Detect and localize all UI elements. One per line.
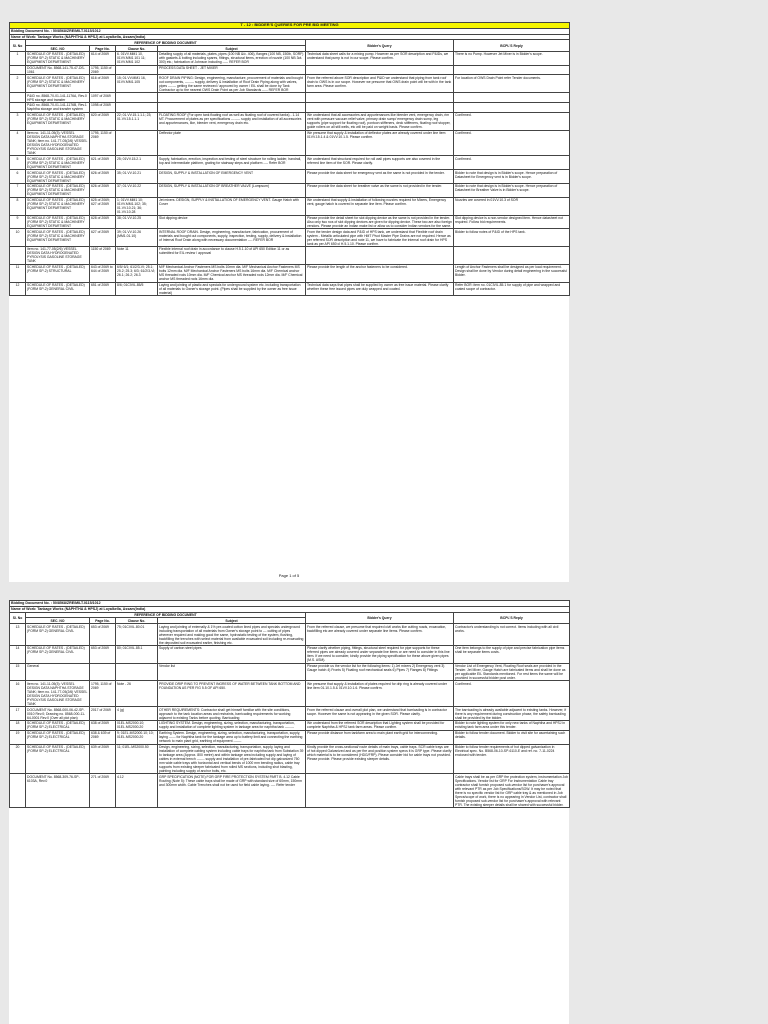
bidding-document-number: Bidding Document No. : 50/8568/ZRE/MILT.0115/1012 (10, 601, 570, 607)
bidder-query-cell: We presume that supply & installation of plates required for drip ring is already covered under line item 01.10.1.5 & 01VV.10.1.6. Please confirm. (306, 681, 454, 707)
page-no-cell: 638 & 639 of 2069 (90, 730, 116, 744)
table-row (10, 93, 570, 103)
table-row (10, 75, 570, 93)
subject-cell: Detailing supply of all materials, plates, pipes (100 NB &/c. 406), flanges (100 NB, 150lb, SORF) with gaskets & bolting including spares, fittings, structural items, erection of nozzle (100 NB 3ot. 300) etc.; fabrication of Johnson including ----- REFER BOR (158, 51, 306, 65)
table-row (10, 112, 570, 130)
subject-cell: Earthing System. Design, engineering, sizing, selection, manufacturing, transportation, supply, laying ------ for Naphtha tank for the tankage area up to battery limit and connecting the earthing network to main plant grid, earthing of equipment ------- (158, 730, 306, 744)
subject-cell: Supply of carbon steel pipes (158, 645, 306, 663)
clause-no-cell: 80; 01CIVIL.85.1 (116, 645, 158, 663)
sec-no-cell: DOCUMENT No. 8568-000-06-42-SP-0010 Rev.0; Drawing no. 8568-000-11-64-0001 Rev.0 (Over all plot plan) (26, 707, 90, 721)
sec-no-cell: SCHEDULE OF RATES - (DETAILED) (FORM SP-2) STATIC & MACHINERY EQUIPMENT DEPARTMENT (26, 215, 90, 229)
table-row (10, 774, 570, 808)
sl-no-cell: 11 (10, 264, 26, 282)
sl-no-cell: 2 (10, 75, 26, 93)
col-header-sec-no: SEC. NO (26, 46, 90, 52)
bidder-query-cell: From the tender design data and P&ID of HPS tank, we understand that Flexible roof drain system - Metallic articulated pipe with HMT Pivot Master Pipe Drains are not required. Hence as per referred SOR description and note 11, we have to fabricate the internal roof drain for HPS tank as per API 650 cl H.5.1.10. Please confirm. (306, 229, 454, 247)
reply-cell: Refer BOR: item no. 01CIVIL.85.1 for supply of pipe and wrapped and coated scope of contractor. (454, 282, 570, 296)
page-no-cell: 638 of 2069 (90, 721, 116, 731)
clause-no-cell: 6. 01VV.MM1 10, 01VV.MM1 101 11; 01VV.MM1 102 (116, 51, 158, 65)
sec-no-cell: SCHEDULE OF RATES - (DETAILED) (FORM SP-2) STRUCTURAL (26, 264, 90, 282)
page-no-cell: 614 of 2069 (90, 51, 116, 65)
sl-no-cell: 17 (10, 707, 26, 721)
bidder-query-cell: Technical data sheet calls for a mixing pump. However as per SOR description and P&IDs, we understand that pump is not in our scope. Please confirm. (306, 51, 454, 65)
subject-cell: PROVIDE DRIP RING TO PREVENT INGRESS OF WATER BETWEEN TANK BOTTOM AND FOUNDATION AS PER FIG 5.5 OF API 650. (158, 681, 306, 707)
sec-no-cell: SCHEDULE OF RATES - (DETAILED) (FORM SP-2) STATIC & MACHINERY EQUIPMENT DEPARTMENT (26, 170, 90, 184)
sec-no-cell: SCHEDULE OF RATES - (DETAILED) (FORM SP-2) GENERAL CIVIL (26, 282, 90, 296)
page-no-cell: 621 of 2069 (90, 156, 116, 170)
sec-no-cell: SCHEDULE OF RATES - (DETAILED) (FORM SP-2) GENERAL CIVIL (26, 624, 90, 646)
sec-no-cell: SCHEDULE OF RATES - (DETAILED) (FORM SP-2) STATIC & MACHINERY EQUIPMENT DEPARTMENT (26, 197, 90, 215)
col-header-clause-no: Clause No. (116, 46, 158, 52)
sl-no-cell: 14 (10, 645, 26, 663)
subject-cell: M/F Mechanical Anchor Fasteners MS bolts 10mm dia. M/F Mechanical Anchor Fasteners MS bolts 12mm dia. M/F Mechanical Anchor Fasteners MS bolts 16mm dia. M/F Chemical anchor MS threaded rods 10mm dia. M/F Chemical anchor MS threaded rods 12mm dia. M/F Chemical anchor MS threaded rods 16mm dia. (158, 264, 306, 282)
bidder-query-cell: From the referred clause and overall plot plan, we understand that barricading is in contractor scope. However the same is not appearing in the given SOR. Please clarify. (306, 707, 454, 721)
col-header-reference-group: REFERENCE OF BIDDING DOCUMENT (26, 40, 306, 46)
sec-no-cell: P&ID no. 8568-70-01-141-1176B, Rev.1 Naphtha storage and transfer system (26, 103, 90, 113)
bidder-query-cell: Kindly provide the cross-sectional/ route details of main trays, cable trays. SCR cable trays are of hot dipped Galvanized and as per fire and position system specs it is GRP type. Please clarify which material is to be considered (HDG/FRP). Please consider bid for cable trays not provided. Please provide. Please provide existing sleeper details. (306, 744, 454, 774)
col-header-sl-no: Sl. No (10, 40, 26, 52)
sec-no-cell: SCHEDULE OF RATES - (DETAILED) (FORM SP-2) STATIC & MACHINERY EQUIPMENT DEPARTMENT (26, 112, 90, 130)
subject-cell: ROOF DRAIN PIPING: Design, engineering, manufacture, procurement of materials and bought out components, -------- supply, delivery & installation of Roof Drain Piping along with valves, pipes ------- getting the same reviewed / approved by owner / EIL shall be done by Tank Contractor up to the nearest OWS Drain Point as per Job Standards ----- REFER BOR (158, 75, 306, 93)
page-no-cell: 1795, 1150 of 2069 (90, 681, 116, 707)
page-no-cell: 620 of 2069 (90, 112, 116, 130)
clause-no-cell: Note - 26 (116, 681, 158, 707)
page-no-cell (90, 663, 116, 681)
clause-no-cell: 22; 01.VV.15.1.1.1; 23; 01.VV.15.1.1.1 (116, 112, 158, 130)
subject-cell: Supply, fabrication, erection, inspection and testing of steel structure for rolling ladder, handrail, top and intermediate platform, grating for stairway steps and platform ---- Refer BOR (158, 156, 306, 170)
page-no-cell: 625 of 2069; 627 of 2069 (90, 197, 116, 215)
sec-no-cell: SCHEDULE OF RATES - (DETAILED) (FORM SP-2) STATIC & MACHINERY EQUIPMENT DEPARTMENT (26, 156, 90, 170)
table-row (10, 51, 570, 65)
subject-cell: PROCESS DATA SHEET - JET MIXER (158, 65, 306, 75)
sec-no-cell: SCHEDULE OF RATES - (DETAILED) (FORM SP-2) GENERAL CIVIL (26, 645, 90, 663)
sl-no-cell: 1 (10, 51, 26, 65)
bidder-query-cell: Please clarify whether piping, fittings, structural steel required for pipe supports for these referred pipes are already covered under separate line items or are need to consider in this line item. If we need to consider, kindly provide the piping specification for these above given pipes (M.S. ASM). (306, 645, 454, 663)
subject-cell: OTHER REQUIREMENTS: Contractor shall get himself familiar with the site conditions, approach to the tank location areas and restraints, barricading requirements for working adjacent to existing Tanks before quoting. Barricading (158, 707, 306, 721)
page-no-cell: 653 of 2069 (90, 645, 116, 663)
sl-no-cell: 4 (10, 130, 26, 156)
sl-no-cell: 19 (10, 730, 26, 744)
reply-cell: Confirmed. (454, 681, 570, 707)
reply-cell (454, 65, 570, 75)
table-row (10, 744, 570, 774)
document-page-1 (9, 22, 569, 582)
col-header-page-no: Page No. (90, 46, 116, 52)
bidder-query-cell (306, 774, 454, 808)
page-no-cell: 1795, 1150 of 2069 (90, 130, 116, 156)
table-row (10, 130, 570, 156)
sec-no-cell: SCHEDULE OF RATES - (DETAILED) (FORM SP-2) STATIC & MACHINERY EQUIPMENT DEPARTMENT (26, 229, 90, 247)
reply-cell: Bidder to follow tender requirements of hot dipped galvanization in Electrical spec. No. B568-06-10-SP-6110-E and ref. no. 7-11-0224 enclosed with tender. (454, 744, 570, 774)
clause-no-cell (116, 130, 158, 156)
reply-cell: Bidder to note lighting system for only new tanks of Naphtha and HPSJ in existing tank farm area under this tender. (454, 721, 570, 731)
bidder-query-cell: Please provide the length of the anchor fasteners to be considered. (306, 264, 454, 282)
clause-no-cell: 25; 01VV.15.2.1 (116, 156, 158, 170)
name-of-work: Name of Work: Tankage Works (NAPHTHA & HPSJ) at Loyalkella, Assam(India) (10, 606, 570, 612)
subject-cell: GRP SPECIFICATION (NOTE) FOR GRP FIRE PROTECTION SYSTEM PART B. 4.12 Cable Routing (Note 5): These cable trays shall be made of GRP with standard size of 60mm, 150mm and 300mm width. Cable Trenches shall not be used for field cable laying. ---- Refer tender (158, 774, 306, 808)
reply-cell: Bidder to note that design is in Bidder's scope. Hence preparation of Datasheet for Emergency vent is in Bidder's scope. (454, 170, 570, 184)
clause-no-cell: 11; 01EL.MS2000.50 (116, 744, 158, 774)
sec-no-cell: Item no. 141-77-05(2/6) VESSEL DESIGN DATA HYDROGENATED PYROLYSIS GASOLINE STORAGE TANK (26, 247, 90, 265)
table-row (10, 264, 570, 282)
table-row (10, 229, 570, 247)
reply-cell: Confirmed. (454, 156, 570, 170)
document-title: T - 12 : BIDDER'S QUERIES FOR PRE BID MEETING (10, 23, 570, 29)
subject-cell: Laying and jointing of externally & 1% pre-coated cotton lined pipes and specials underground including transportation of all materials from Owner's storage point to --- cutting of pipes wherever required and making good the same, hydrostatic testing of the system, flushing, backfilling the trenches with select material from available excavated soil including re-excavating the deposited soil excavated earlier, finishing etc. (158, 624, 306, 646)
table-row (10, 215, 570, 229)
reply-cell: Bidder to follow tender document. Bidder to visit site for ascertaining such details. (454, 730, 570, 744)
sl-no-cell: 8 (10, 197, 26, 215)
bidder-query-cell: We presume that supply & installation of deflector plates are already covered under line item 01VV.15.1.4 & 01VV.10.1.5. Please confirm. (306, 130, 454, 156)
reply-cell: Cable trays shall be as per GRP fire protection system, instrumentation Job Specifications. Vendor list for GRP For Instrumentation Cable tray contractor shall furnish proposed sub-vendor list for purchaser's approval with relevant PTR as per Job Specifications/SOW. It may be noted that there is no specific vendor list for GRP cable tray & as mentioned in Job Specs/scope of work, there is no appearing in Vendor List, contractor shall furnish proposed sub-vendor list for purchaser's approval with relevant PTR. The existing sleeper details shall be shared with successful bidder. (455, 774, 569, 807)
sec-no-cell: DOCUMENT No. 8568-309-76-SP-6103A, Rev.0 (26, 774, 90, 808)
bidder-query-cell: Please provide the data sheet for breather valve as the same is not provided in the tender. (306, 183, 454, 197)
subject-cell: Design, engineering, sizing, selection, manufacturing, transportation, supply, laying and installation of complete cabling system including cable trays for naphtha tank from Substation 39 to tankage area (Approx. 800 metre) and within tankage area including supply and laying of cables in external trench ------- supply and installation of pre-fabricated hot dip galvanized 750 mm wide cable trays with horizontal and vertical bends of 1000 mm bending radius, cable tray supports from existing sleeper fabricated from rolled MS sections, including shot blasting, painting including supply of anchor bolts, etc. (158, 744, 306, 774)
clause-no-cell: 9; 01EL.MS2000.10; 10; 01EL.MS2000.20 (116, 730, 158, 744)
bidder-query-cell: We understand that structural required for roll wall pipes supports are also covered in the referred line item of the SOR. Please clarify. (306, 156, 454, 170)
subject-cell: INTERNAL ROOF DRAIN. Design, engineering, manufacture, fabrication, procurement of materials and bought out components, supply, inspection, testing, supply, delivery & installation of Internal Roof Drain along with necessary documentation ---- REFER BOR (158, 229, 306, 247)
table-row (10, 197, 570, 215)
bidding-document-number: Bidding Document No. : 50/8568/ZRE/MILT.0115/1012 (10, 28, 570, 34)
page-no-cell: 639 of 2069 (90, 744, 116, 774)
table-body-page-1 (10, 51, 570, 296)
col-header-page-no: Page No. (90, 618, 116, 624)
reply-cell: Contractor's understanding is not correct. Items including with all civil works. (454, 624, 570, 646)
sl-no-cell (10, 774, 26, 808)
table-row (10, 170, 570, 184)
clause-no-cell: 8/6; 01CIVIL.85/5 (116, 282, 158, 296)
sec-no-cell: SCHEDULE OF RATES - (DETAILED) (FORM SP-2) STATIC & MACHINERY EQUIPMENT DEPARTMENT (26, 75, 90, 93)
sec-no-cell: SCHEDULE OF RATES - (DETAILED) (FORM SP-2) ELECTRICAL (26, 730, 90, 744)
clause-no-cell: 37; 01.VV.10.22 (116, 183, 158, 197)
page-no-cell: 271 of 2069 (90, 774, 116, 808)
sl-no-cell: 16 (10, 681, 26, 707)
clause-no-cell: Note 11 (116, 247, 158, 265)
clause-no-cell (116, 65, 158, 75)
table-row (10, 156, 570, 170)
clause-no-cell: 1; 01VV.MM1 10; 01VV.MM1.102; 35; 01.VV.10.21; 36; 01.VV.10.28 (116, 197, 158, 215)
queries-table-page-2 (9, 600, 570, 808)
page-no-cell: 616 of 2069 (90, 75, 116, 93)
page-no-cell: 1795, 1150 of 2069 (90, 65, 116, 75)
bidder-query-cell: We understand that supply & installation of following nozzles required for Mixers, Emergency vent, gauge hatch is covered in separate line item. Please confirm. (306, 197, 454, 215)
reply-cell: Nozzles are covered in 01VV.10.3 of SOR (454, 197, 570, 215)
col-header-reply: BCPL'S Reply (454, 612, 570, 624)
table-body-page-2 (10, 624, 570, 808)
subject-cell: LIGHTING SYSTEM. Design, engineering, sizing, selection, manufacturing, transportation, supply and installation of complete lighting system in tankage area for naphtha tank -------- (158, 721, 306, 731)
col-header-subject: Subject (158, 618, 306, 624)
bidder-query-cell: Please provide the detail sheet for slot dipping device as the same is not provided in the tender. Also only two nos of slot dipping devices are given for dipping device. These two are also foreign vendors. Please provide an Indian make list or allow us to consider Indian vendors for the same. (307, 215, 452, 228)
subject-cell: Deflector plate (158, 130, 306, 156)
clause-no-cell (116, 93, 158, 103)
sl-no-cell: 20 (10, 744, 26, 774)
page-footer: Page 1 of 5 (278, 573, 300, 578)
subject-cell: Vendor list (158, 663, 306, 681)
clause-no-cell: 6/5/ 6/1; 61/2/3-VI; 25.1; 25.2; 25.3; 6/3; 61/2/3-VI; 26.1; 26.2; 26.3 (116, 264, 158, 282)
table-row (10, 65, 570, 75)
col-header-sl-no: Sl. No (10, 612, 26, 624)
sl-no-cell: 3 (10, 112, 26, 130)
sec-no-cell: SCHEDULE OF RATES - (DETAILED) (FORM SP-2) ELECTRICAL (26, 744, 90, 774)
table-row (10, 721, 570, 731)
table-row (10, 645, 570, 663)
bidder-query-cell: From the referred above SOR description and P&ID we understand that piping from tank roof drain to OWS is in our scope. However we presume that OWS drain point will be with in the tank farm area. Please confirm. (306, 75, 454, 93)
subject-cell: Slot dipping device (158, 215, 306, 229)
page-no-cell: 651 of 2069 (90, 282, 116, 296)
clause-no-cell (116, 103, 158, 113)
clause-no-cell: 35; 01.VV.10.21 (116, 170, 158, 184)
page-no-cell: 626 of 2069 (90, 183, 116, 197)
clause-no-cell: 38; 01.VV.10.25 (116, 215, 158, 229)
reply-cell: Confirmed. (454, 112, 570, 130)
bidder-query-cell (306, 247, 454, 265)
subject-cell: FLOATING ROOF (For open tank floating roof as well as floating roof of covered tanks) - 1.14 MT. Procurement of plates as per specifications -------- supply and installation of all accessories and appurtenances, like, bleeder vent, emergency drain etc. (158, 112, 306, 130)
clause-no-cell (116, 663, 158, 681)
bidder-query-cell: Technical data says that pipes shall be supplied by owner as free issue material. Please clarify whether these free issued pipes are duly wrapped and coated. (306, 282, 454, 296)
page-no-cell: 628 of 2069 (90, 215, 116, 229)
reply-cell: Vendor List of Emergency Vent, Floating Roof seals are provided in the Tender. Jet Mixer, Gauge Hatch are fabricated items and shall be done as per applicable EIL Standards mentioned. For rest items the same will be provided in successful bidder post order. (454, 663, 570, 681)
table-row (10, 282, 570, 296)
bidder-query-cell: We understand that all accessories and appurtenances like bleeder vent, emergency drain, rim vent with pressure vacuum relief valve, primary drain sump/ emergency drain sump, leg supports (pipe support for floating roof), pontoon stiffeners, deck stiffeners, floating roof stopper, guide rollers on all still wells, etc will be paid on weight basis. Please confirm. (306, 112, 454, 130)
reply-cell: For location of OWS Drain Point refer Tender documents. (454, 75, 570, 93)
sl-no-cell: 13 (10, 624, 26, 646)
table-row (10, 730, 570, 744)
page-no-cell: 1097 of 2069 (90, 93, 116, 103)
sec-no-cell: Item no. 141-11-05(3): VESSEL DESIGN DATA NAPHTHA STORAGE TANK; Item no. 141-77-05(2/6) VESSEL DESIGN DATA HYDROGENATED PYROLYSIS GASOLINE STORAGE TANK (26, 130, 90, 156)
sl-no-cell: 12 (10, 282, 26, 296)
page-no-cell: 627 of 2069 (90, 229, 116, 247)
page-no-cell: 643 of 2069 to 644 of 2069 (90, 264, 116, 282)
reply-cell: Bidder to note that design is in Bidder's scope. Hence preparation of Datasheet for Breather Valve is in Bidder's scope. (454, 183, 570, 197)
reply-cell (454, 93, 570, 103)
reply-cell: One item belongs to the supply of pipe and precise fabrication pipe items shall be separate items costs. (454, 645, 570, 663)
table-row (10, 624, 570, 646)
col-header-clause-no: Clause No. (116, 618, 158, 624)
table-row (10, 707, 570, 721)
sec-no-cell: SCHEDULE OF RATES - (DETAILED) (FORM SP-2) ELECTRICAL (26, 721, 90, 731)
reply-cell: Confirmed. (454, 130, 570, 156)
table-row (10, 103, 570, 113)
reply-cell: Length of Anchor Fasteners shall be designed as per load requirement. Design shall be done by Vendor during detail engineering in the successful Bidder. (454, 264, 570, 282)
sec-no-cell: SCHEDULE OF RATES - (DETAILED) (FORM SP-2) STATIC & MACHINERY EQUIPMENT DEPARTMENT (26, 51, 90, 65)
clause-no-cell: 15; 01.VV.MM1 16, 01VV.MM1.105 (116, 75, 158, 93)
subject-cell (158, 93, 306, 103)
sl-no-cell: 18 (10, 721, 26, 731)
sl-no-cell: 15 (10, 663, 26, 681)
table-row (10, 183, 570, 197)
reply-cell (454, 247, 570, 265)
subject-cell: Flexible internal roof drain in accordance to clause H.5.1.10 of API 650 Edition 11 or as submitted for EIL review / approval (158, 247, 306, 265)
subject-cell: DESIGN, SUPPLY & INSTALLATION OF BREATHER VALVE (Lumpsum) (158, 183, 306, 197)
sl-no-cell: 9 (10, 215, 26, 229)
sec-no-cell: P&ID no. 8568-70-01-141-1176A, Rev.0 HPS storage and transfer (26, 93, 90, 103)
name-of-work: Name of Work: Tankage Works (NAPHTHA & HPSJ) at Loyalkella, Assam(India) (10, 34, 570, 40)
sl-no-cell: 7 (10, 183, 26, 197)
page-no-cell: 1098 of 2069 (90, 103, 116, 113)
page-no-cell: 653 of 2069 (90, 624, 116, 646)
document-page-2 (9, 600, 569, 1024)
reply-cell: The barricading is already available adjacent to existing tanks. However, if there is any requirement during construction phase, the safety barricading shall be provided by the bidder. (454, 707, 570, 721)
queries-table-page-1 (9, 22, 570, 296)
page-no-cell: 2017 of 2069 (90, 707, 116, 721)
reply-cell (454, 103, 570, 113)
col-header-reference-group: REFERENCE OF BIDDING DOCUMENT (26, 612, 306, 618)
bidder-query-cell: We understand from the referred SOR description that Lighting system shall be provided for complete Naphtha & HPSJ tank farm areas. Please confirm. (306, 721, 454, 731)
bidder-query-cell: Please provide us the vendor list for the following items: 1) Jet mixers 2) Emergency vent 3) Gauge hatch 4) Fronts 5) Floating roof mechanical seals 6) Pipes 7) Flanges 8) Fittings (306, 663, 454, 681)
clause-no-cell: 4 (g) (116, 707, 158, 721)
reply-cell: Slot dipping device is a non-vendor designed item. Hence datasheet not required. Follow bid requirements. (454, 215, 570, 229)
sl-no-cell (10, 65, 26, 75)
col-header-bidder-query: Bidder's Query (306, 40, 454, 52)
sl-no-cell: 6 (10, 170, 26, 184)
subject-cell: DESIGN, SUPPLY & INSTALLATION OF EMERGENCY VENT (158, 170, 306, 184)
table-row (10, 247, 570, 265)
subject-cell (158, 103, 306, 113)
bidder-query-cell: Please provide the data sheet for emergency vent as the same is not provided in the tender. (306, 170, 454, 184)
sl-no-cell: 5 (10, 156, 26, 170)
col-header-bidder-query: Bidder's Query (306, 612, 454, 624)
sec-no-cell: Item no. 141-11-05(3): VESSEL DESIGN DATA NAPHTHA STORAGE TANK; Item no. 141-77-05(2/6) VESSEL DESIGN DATA HYDROGENATED PYROLYSIS GASOLINE STORAGE TANK (26, 681, 90, 707)
sec-no-cell: DOCUMENT No. 8568-141-75-47-DS-1061 (26, 65, 90, 75)
bidder-query-cell (306, 103, 454, 113)
bidder-query-cell (306, 65, 454, 75)
bidder-query-cell (306, 93, 454, 103)
clause-no-cell: 39; 01.VV.10.26 (MM1.01.10) (116, 229, 158, 247)
col-header-reply: BCPL'S Reply (454, 40, 570, 52)
bidder-query-cell: Please provide distance from tankfarm area to main plant earth grid for interconnecting. (306, 730, 454, 744)
clause-no-cell: 01EL.MS2000.10; 01EL.MS2000.20 (116, 721, 158, 731)
subject-cell: Laying and jointing of plastic and specials for underground system etc. including transportation of all materials to Owner's storage point. (Pipes shall be supplied by the owner as free issue material) (158, 282, 306, 296)
clause-no-cell: 75; 01CIVIL.80.01 (116, 624, 158, 646)
page-no-cell: 1150 of 2069 (90, 247, 116, 265)
bidder-query-cell: From the referred clause, we presume that required civil works like cutting roads, excavation, backfilling etc are already covered under separate line items. Please confirm. (306, 624, 454, 646)
sec-no-cell: General (26, 663, 90, 681)
col-header-subject: Subject (158, 46, 306, 52)
subject-cell: Jet mixers. DESIGN, SUPPLY & INSTALLATION OF EMERGENCY VENT. Gauge Hatch with Cover (158, 197, 306, 215)
sl-no-cell (10, 93, 26, 103)
reply-cell: There is no Pump. However Jet Mixer is in Bidder's scope. (454, 51, 570, 65)
table-row (10, 681, 570, 707)
sec-no-cell: SCHEDULE OF RATES - (DETAILED) (FORM SP-2) STATIC & MACHINERY EQUIPMENT DEPARTMENT (26, 183, 90, 197)
clause-no-cell: 4.12 (116, 774, 158, 808)
reply-cell: Bidder to follow notes of P&ID of the HPS tank. (454, 229, 570, 247)
page-no-cell: 626 of 2069 (90, 170, 116, 184)
sl-no-cell (10, 103, 26, 113)
sl-no-cell (10, 247, 26, 265)
sl-no-cell: 10 (10, 229, 26, 247)
table-row (10, 663, 570, 681)
col-header-sec-no: SEC. NO (26, 618, 90, 624)
